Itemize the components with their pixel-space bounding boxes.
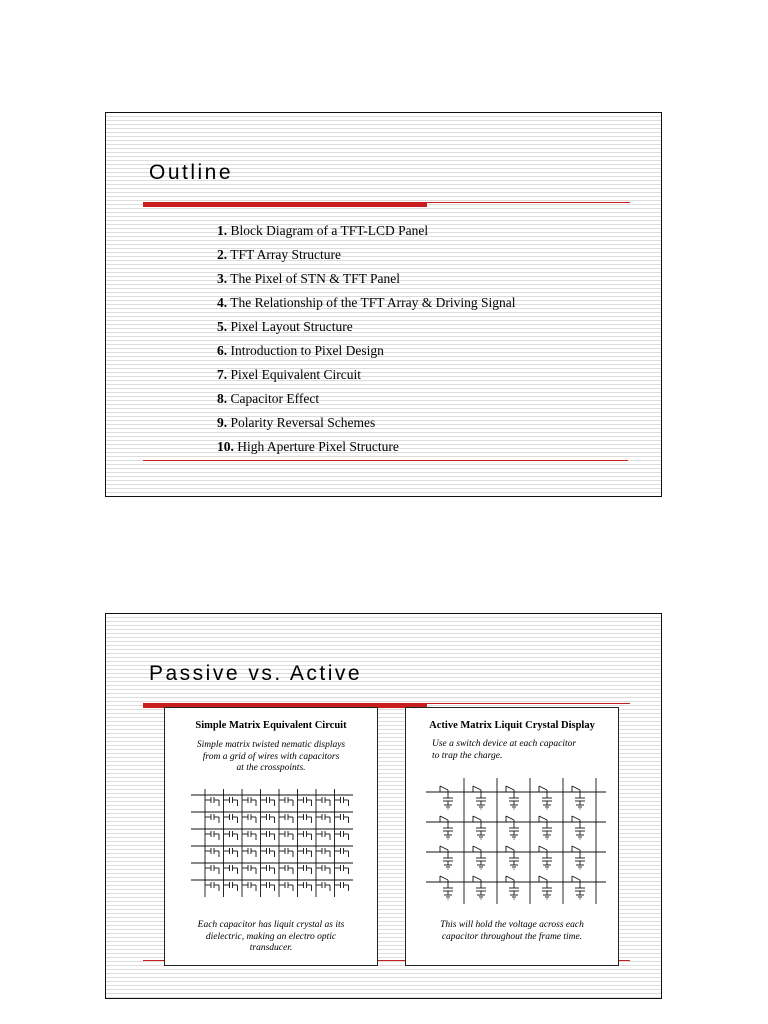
outline-item-text: Capacitor Effect [227,391,320,406]
outline-item-text: Pixel Layout Structure [227,319,353,334]
outline-item-text: TFT Array Structure [227,247,341,262]
outline-item-number: 7. [217,367,228,382]
desc-line: to trap the charge. [432,750,503,761]
outline-item-number: 4. [217,295,228,310]
simple-matrix-circuit-diagram [191,789,353,897]
outline-item-number: 8. [217,391,228,406]
panel-heading: Active Matrix Liquit Crystal Display [429,720,595,731]
tft-channel [440,876,448,880]
tft-channel [572,846,580,850]
outline-item [217,339,515,363]
panel-footnote [165,920,377,955]
desc-line: from a grid of wires with capacitors [202,751,340,762]
slide-bottom-rule [143,460,628,461]
title-underline-thick [143,202,427,207]
outline-item-text: Polarity Reversal Schemes [227,415,376,430]
foot-line: transducer. [249,943,293,953]
slide-title: Passive vs. Active [149,662,363,685]
outline-item-number: 2. [217,247,228,262]
outline-item-number: 10. [217,439,234,454]
outline-item-number: 9. [217,415,228,430]
desc-line: Use a switch device at each capacitor [432,739,577,749]
tft-channel [572,786,580,790]
panel-description [432,739,612,762]
tft-channel [440,816,448,820]
panel-description [165,740,377,775]
tft-channel [506,786,514,790]
outline-item [217,363,515,387]
outline-item-number: 6. [217,343,228,358]
tft-channel [539,846,547,850]
desc-line: at the crosspoints. [236,763,306,773]
active-matrix-circuit-diagram [426,774,606,904]
foot-line: Each capacitor has liquit crystal as its [197,920,345,930]
tft-channel [440,786,448,790]
foot-line: dielectric, making an electro optic [205,931,337,942]
foot-line: This will hold the voltage across each [440,920,584,930]
outline-item [217,315,515,339]
desc-line: Simple matrix twisted nematic displays [196,740,346,750]
outline-item-number: 3. [217,271,228,286]
passive-matrix-panel [164,707,378,966]
outline-item-number: 1. [217,223,228,238]
outline-item-text: Pixel Equivalent Circuit [227,367,361,382]
outline-item [217,435,515,459]
slide-passive-vs-active [105,613,662,999]
slide-title: Outline [149,161,234,184]
tft-channel [506,846,514,850]
tft-channel [572,816,580,820]
tft-channel [539,786,547,790]
outline-item [217,267,515,291]
slide-outline [105,112,662,497]
tft-channel [473,786,481,790]
foot-line: capacitor throughout the frame time. [441,931,583,942]
outline-item-text: Block Diagram of a TFT-LCD Panel [227,223,429,238]
outline-item [217,411,515,435]
panel-footnote [406,920,618,943]
tft-channel [539,816,547,820]
outline-item [217,387,515,411]
outline-list [217,219,515,459]
active-matrix-panel [405,707,619,966]
outline-item-text: Introduction to Pixel Design [227,343,384,358]
tft-channel [506,816,514,820]
title-underline-thin [427,202,630,203]
tft-channel [473,846,481,850]
tft-channel [473,816,481,820]
tft-channel [440,846,448,850]
outline-item [217,291,515,315]
tft-channel [572,876,580,880]
tft-channel [473,876,481,880]
tft-channel [539,876,547,880]
title-underline-thin [427,703,630,704]
outline-item-text: The Pixel of STN & TFT Panel [227,271,401,286]
outline-item-number: 5. [217,319,228,334]
outline-item [217,243,515,267]
outline-item-text: The Relationship of the TFT Array & Driving Signal [227,295,516,310]
outline-item [217,219,515,243]
outline-item-text: High Aperture Pixel Structure [233,439,399,454]
panel-heading: Simple Matrix Equivalent Circuit [195,720,347,731]
tft-channel [506,876,514,880]
